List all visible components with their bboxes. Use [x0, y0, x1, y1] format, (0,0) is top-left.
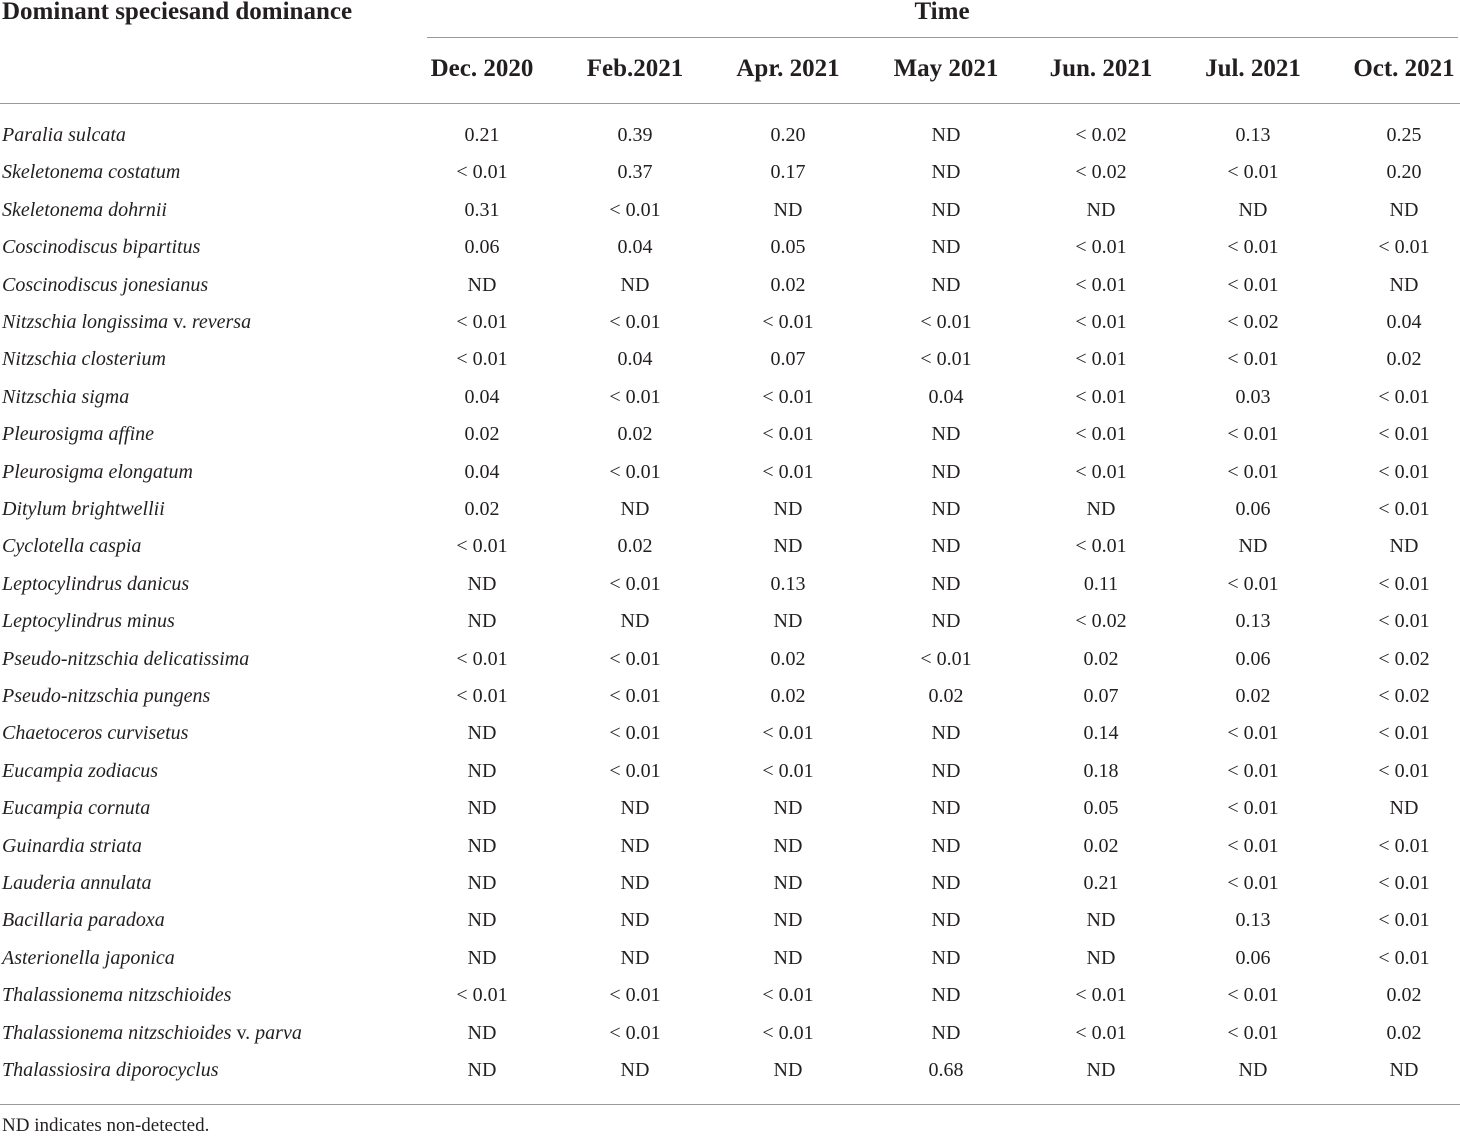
table-cell: ND [931, 572, 961, 595]
table-row [0, 304, 1460, 341]
table-row [0, 192, 1460, 229]
table-cell: ND [467, 797, 497, 820]
table-cell: ND [931, 535, 961, 558]
table-cell: < 0.01 [1075, 460, 1127, 483]
table-cell: 0.02 [617, 535, 653, 558]
table-cell: < 0.01 [609, 722, 661, 745]
table-cell: ND [620, 872, 650, 894]
table-cell: ND [773, 797, 803, 820]
table-cell: < 0.01 [456, 685, 508, 707]
table-row [0, 491, 1460, 528]
table-cell: ND [1086, 909, 1116, 932]
table-cell: < 0.01 [1075, 348, 1127, 371]
table-cell: < 0.01 [609, 198, 661, 221]
table-row [0, 940, 1460, 977]
table-cell: 0.06 [464, 236, 500, 259]
species-name [2, 379, 129, 416]
table-row [0, 641, 1460, 678]
species-binomial: Eucampia cornuta [2, 797, 151, 820]
table-cell: ND [467, 722, 497, 745]
species-binomial: Eucampia zodiacus [2, 759, 159, 782]
table-cell: < 0.01 [1378, 834, 1430, 857]
species-binomial: Paralia sulcata [2, 124, 126, 146]
table-cell: 0.02 [928, 685, 964, 707]
table-cell: < 0.01 [1378, 236, 1430, 259]
table-cell: < 0.01 [1227, 423, 1279, 446]
table-cell: ND [467, 834, 497, 857]
table-cell: 0.02 [1235, 685, 1271, 707]
table-cell: < 0.02 [1075, 610, 1127, 633]
species-binomial: Nitzschia closterium [2, 348, 166, 371]
table-cell: ND [467, 909, 497, 932]
table-cell: ND [1389, 535, 1419, 558]
table-cell: 0.13 [770, 572, 806, 595]
table-cell: < 0.01 [762, 311, 814, 333]
table-cell: 0.06 [1235, 647, 1271, 670]
table-cell: < 0.01 [456, 161, 508, 184]
table-cell: ND [931, 834, 961, 857]
table-row [0, 828, 1460, 865]
table-row [0, 341, 1460, 378]
table-cell: ND [931, 946, 961, 969]
table-cell: < 0.01 [1075, 236, 1127, 259]
species-name [2, 229, 200, 266]
table-cell: ND [1086, 1059, 1116, 1081]
table-cell: 0.14 [1083, 722, 1119, 745]
table-cell: 0.13 [1235, 610, 1271, 633]
table-cell: ND [931, 610, 961, 633]
table-cell: 0.20 [1386, 161, 1422, 184]
table-cell: 0.03 [1235, 385, 1271, 408]
species-name [2, 641, 249, 678]
table-cell: 0.04 [1386, 311, 1422, 333]
table-cell: < 0.01 [1378, 946, 1430, 969]
species-name [2, 603, 175, 640]
table-cell: < 0.01 [456, 535, 508, 558]
table-cell: ND [467, 759, 497, 782]
table-cell: ND [931, 797, 961, 820]
table-cell: < 0.01 [609, 311, 661, 333]
table-cell: ND [620, 909, 650, 932]
species-name [2, 865, 151, 902]
species-binomial: Pseudo-nitzschia delicatissima [2, 647, 250, 670]
species-binomial: Pseudo-nitzschia pungens [2, 685, 211, 707]
table-cell: ND [931, 198, 961, 221]
table-cell: 0.02 [1083, 647, 1119, 670]
species-name [2, 753, 158, 790]
table-cell: 0.07 [1083, 685, 1119, 707]
table-cell: ND [773, 872, 803, 894]
table-cell: 0.05 [770, 236, 806, 259]
species-binomial: Pleurosigma affine [2, 423, 155, 446]
table-cell: ND [1238, 535, 1268, 558]
table-cell: < 0.01 [1227, 722, 1279, 745]
table-cell: 0.04 [464, 385, 500, 408]
table-cell: < 0.01 [456, 311, 508, 333]
table-cell: < 0.01 [1378, 460, 1430, 483]
table-cell: 0.11 [1083, 572, 1119, 595]
table-cell: < 0.01 [1075, 535, 1127, 558]
table-cell: < 0.01 [1075, 385, 1127, 408]
species-name [2, 902, 165, 939]
table-cell: ND [1086, 946, 1116, 969]
table-cell: < 0.01 [1227, 872, 1279, 894]
species-binomial: Cyclotella caspia [2, 535, 142, 558]
table-cell: < 0.01 [609, 685, 661, 707]
table-row [0, 753, 1460, 790]
table-cell: 0.02 [1386, 984, 1422, 1007]
table-cell: 0.04 [617, 236, 653, 259]
table-row [0, 603, 1460, 640]
table-cell: < 0.01 [1378, 498, 1430, 520]
table-cell: < 0.02 [1378, 685, 1430, 707]
table-row [0, 267, 1460, 304]
species-name [2, 454, 193, 491]
table-cell: < 0.01 [762, 423, 814, 446]
species-name [2, 1052, 219, 1089]
species-variety-qualifier: v. [173, 311, 187, 333]
species-binomial: Lauderia annulata [2, 872, 152, 894]
column-header: Oct. 2021 [1353, 55, 1455, 82]
table-cell: ND [773, 1059, 803, 1081]
table-cell: ND [773, 834, 803, 857]
table-cell: < 0.01 [609, 759, 661, 782]
table-cell: ND [931, 460, 961, 483]
table-row [0, 678, 1460, 715]
table-cell: 0.20 [770, 124, 806, 146]
table-cell: ND [467, 610, 497, 633]
table-cell: ND [931, 1021, 961, 1044]
table-row [0, 416, 1460, 453]
table-cell: < 0.01 [1075, 311, 1127, 333]
species-name [2, 267, 208, 304]
table-cell: ND [620, 1059, 650, 1081]
column-header: Dec. 2020 [430, 55, 534, 82]
column-header: Feb.2021 [586, 55, 684, 82]
table-cell: < 0.01 [609, 1021, 661, 1044]
table-row [0, 566, 1460, 603]
table-row [0, 117, 1460, 154]
table-cell: < 0.01 [1227, 984, 1279, 1007]
species-binomial: Skeletonema dohrnii [2, 198, 167, 221]
table-row [0, 902, 1460, 939]
table-cell: < 0.01 [456, 348, 508, 371]
table-cell: ND [773, 535, 803, 558]
table-cell: < 0.01 [920, 647, 972, 670]
column-header: Apr. 2021 [736, 55, 840, 82]
species-binomial: Bacillaria paradoxa [2, 909, 165, 932]
table-cell: < 0.01 [920, 348, 972, 371]
table-cell: < 0.01 [1075, 423, 1127, 446]
table-cell: 0.02 [464, 423, 500, 446]
table-cell: ND [620, 946, 650, 969]
species-name [2, 416, 154, 453]
table-cell: ND [931, 124, 961, 146]
table-cell: < 0.01 [1378, 572, 1430, 595]
species-name [2, 977, 231, 1014]
table-cell: 0.02 [1083, 834, 1119, 857]
table-row [0, 865, 1460, 902]
table-cell: < 0.01 [1227, 460, 1279, 483]
species-name [2, 1015, 302, 1052]
table-row [0, 528, 1460, 565]
table-cell: < 0.01 [1378, 423, 1430, 446]
table-cell: < 0.01 [456, 647, 508, 670]
table-cell: ND [467, 273, 497, 296]
species-binomial: Skeletonema costatum [2, 161, 181, 184]
table-cell: < 0.01 [1227, 1021, 1279, 1044]
species-binomial: Thalassiosira diporocyclus [2, 1059, 219, 1081]
table-cell: 0.31 [464, 198, 500, 221]
table-cell: ND [1389, 273, 1419, 296]
table-cell: 0.18 [1083, 759, 1119, 782]
table-cell: < 0.01 [456, 984, 508, 1007]
time-group-header: Time [914, 0, 970, 25]
table-cell: ND [931, 273, 961, 296]
time-header-rule [427, 37, 1458, 38]
species-binomial: Asterionella japonica [2, 946, 175, 969]
species-name [2, 790, 150, 827]
table-cell: 0.13 [1235, 909, 1271, 932]
table-cell: ND [773, 610, 803, 633]
species-variety: reversa [191, 311, 252, 333]
species-name [2, 678, 210, 715]
species-column-header: Dominant speciesand dominance [2, 0, 353, 25]
species-binomial: Nitzschia sigma [2, 385, 130, 408]
species-binomial: Coscinodiscus bipartitus [2, 236, 201, 259]
table-cell: ND [1086, 198, 1116, 221]
table-footnote: ND indicates non-detected. [2, 1115, 210, 1136]
table-cell: < 0.01 [609, 572, 661, 595]
table-cell: ND [620, 610, 650, 633]
table-row [0, 154, 1460, 191]
table-cell: ND [931, 161, 961, 184]
table-cell: < 0.01 [762, 984, 814, 1007]
species-binomial: Coscinodiscus jonesianus [2, 273, 209, 296]
table-cell: < 0.01 [1378, 759, 1430, 782]
table-cell: 0.68 [928, 1059, 964, 1081]
table-cell: 0.07 [770, 348, 806, 371]
table-row [0, 1015, 1460, 1052]
column-header: Jul. 2021 [1205, 55, 1301, 82]
species-name [2, 828, 142, 865]
table-cell: 0.05 [1083, 797, 1119, 820]
table-cell: < 0.01 [609, 460, 661, 483]
table-cell: ND [467, 1059, 497, 1081]
table-cell: < 0.01 [1378, 909, 1430, 932]
table-row [0, 715, 1460, 752]
table-cell: 0.39 [617, 124, 653, 146]
table-cell: ND [620, 498, 650, 520]
table-cell: < 0.01 [1227, 348, 1279, 371]
table-cell: 0.37 [617, 161, 653, 184]
table-cell: ND [467, 872, 497, 894]
table-cell: < 0.01 [1227, 273, 1279, 296]
table-cell: < 0.01 [1075, 273, 1127, 296]
table-cell: ND [931, 236, 961, 259]
table-cell: < 0.01 [762, 759, 814, 782]
table-cell: < 0.01 [762, 1021, 814, 1044]
table-cell: < 0.01 [762, 722, 814, 745]
species-name [2, 715, 188, 752]
table-cell: < 0.01 [1075, 1021, 1127, 1044]
table-cell: < 0.01 [609, 984, 661, 1007]
species-name [2, 341, 166, 378]
table-row [0, 229, 1460, 266]
table-cell: ND [931, 722, 961, 745]
table-cell: ND [1238, 198, 1268, 221]
table-cell: 0.02 [770, 273, 806, 296]
table-cell: ND [467, 572, 497, 595]
table-cell: 0.21 [464, 124, 500, 146]
species-binomial: Guinardia striata [2, 834, 142, 857]
species-name [2, 528, 141, 565]
table-cell: < 0.01 [1075, 984, 1127, 1007]
table-cell: < 0.01 [1227, 236, 1279, 259]
table-cell: < 0.01 [609, 385, 661, 408]
table-cell: ND [931, 984, 961, 1007]
table-cell: ND [467, 1021, 497, 1044]
table-cell: ND [1389, 198, 1419, 221]
table-cell: ND [1086, 498, 1116, 520]
table-cell: ND [931, 872, 961, 894]
species-binomial: Ditylum brightwellii [2, 498, 165, 520]
table-cell: < 0.01 [1227, 161, 1279, 184]
table-cell: 0.25 [1386, 124, 1422, 146]
table-cell: ND [773, 498, 803, 520]
table-cell: ND [931, 423, 961, 446]
table-cell: ND [620, 273, 650, 296]
table-row [0, 454, 1460, 491]
table-cell: ND [620, 834, 650, 857]
table-cell: ND [1389, 1059, 1419, 1081]
table-cell: < 0.02 [1075, 124, 1127, 146]
table-cell: < 0.01 [762, 385, 814, 408]
table-cell: ND [773, 198, 803, 221]
table-cell: ND [1238, 1059, 1268, 1081]
table-cell: ND [931, 909, 961, 932]
species-binomial: Leptocylindrus danicus [2, 572, 190, 595]
table-cell: 0.02 [1386, 1021, 1422, 1044]
table-row [0, 1052, 1460, 1089]
table-cell: ND [467, 946, 497, 969]
table-cell: ND [620, 797, 650, 820]
table-cell: 0.04 [617, 348, 653, 371]
table-cell: < 0.01 [1378, 722, 1430, 745]
table-cell: < 0.01 [762, 460, 814, 483]
table-cell: < 0.01 [1227, 834, 1279, 857]
table-cell: 0.06 [1235, 946, 1271, 969]
table-cell: 0.04 [464, 460, 500, 483]
species-binomial: Chaetoceros curvisetus [2, 722, 189, 745]
table-row [0, 790, 1460, 827]
column-header: Jun. 2021 [1049, 55, 1153, 82]
table-cell: 0.02 [464, 498, 500, 520]
species-binomial: Pleurosigma elongatum [2, 460, 193, 483]
table-cell: < 0.01 [1378, 610, 1430, 633]
species-name [2, 304, 251, 341]
species-binomial: Thalassionema nitzschioides [2, 984, 232, 1007]
table-bottom-rule [0, 1104, 1460, 1105]
species-name [2, 154, 180, 191]
table-cell: 0.02 [770, 647, 806, 670]
table-cell: < 0.02 [1378, 647, 1430, 670]
table-cell: 0.21 [1083, 872, 1119, 894]
species-binomial: Thalassionema nitzschioides [2, 1021, 232, 1044]
table-cell: ND [931, 498, 961, 520]
species-variety-qualifier: v. [236, 1021, 251, 1044]
table-cell: ND [773, 909, 803, 932]
table-cell: 0.13 [1235, 124, 1271, 146]
species-binomial: Leptocylindrus minus [2, 610, 175, 633]
table-cell: < 0.01 [1378, 872, 1430, 894]
table-cell: ND [931, 759, 961, 782]
table-cell: 0.06 [1235, 498, 1271, 520]
table-cell: 0.04 [928, 385, 964, 408]
table-cell: ND [1389, 797, 1419, 820]
table-cell: < 0.01 [609, 647, 661, 670]
header-bottom-rule [0, 103, 1460, 104]
column-header: May 2021 [893, 55, 999, 82]
table-cell: 0.02 [770, 685, 806, 707]
table-cell: 0.02 [617, 423, 653, 446]
species-name [2, 940, 175, 977]
table-cell: < 0.01 [920, 311, 972, 333]
table-cell: ND [773, 946, 803, 969]
species-name [2, 192, 167, 229]
species-binomial: Nitzschia longissima [2, 311, 169, 333]
table-cell: 0.02 [1386, 348, 1422, 371]
table-row [0, 977, 1460, 1014]
table-cell: < 0.02 [1227, 311, 1279, 333]
table-cell: < 0.01 [1227, 797, 1279, 820]
species-name [2, 491, 165, 528]
table-row [0, 379, 1460, 416]
table-cell: < 0.01 [1227, 759, 1279, 782]
table-cell: 0.17 [770, 161, 806, 184]
species-variety: parva [255, 1021, 302, 1044]
species-name [2, 117, 126, 154]
table-cell: < 0.01 [1378, 385, 1430, 408]
species-name [2, 566, 189, 603]
table-cell: < 0.01 [1227, 572, 1279, 595]
table-cell: < 0.02 [1075, 161, 1127, 184]
